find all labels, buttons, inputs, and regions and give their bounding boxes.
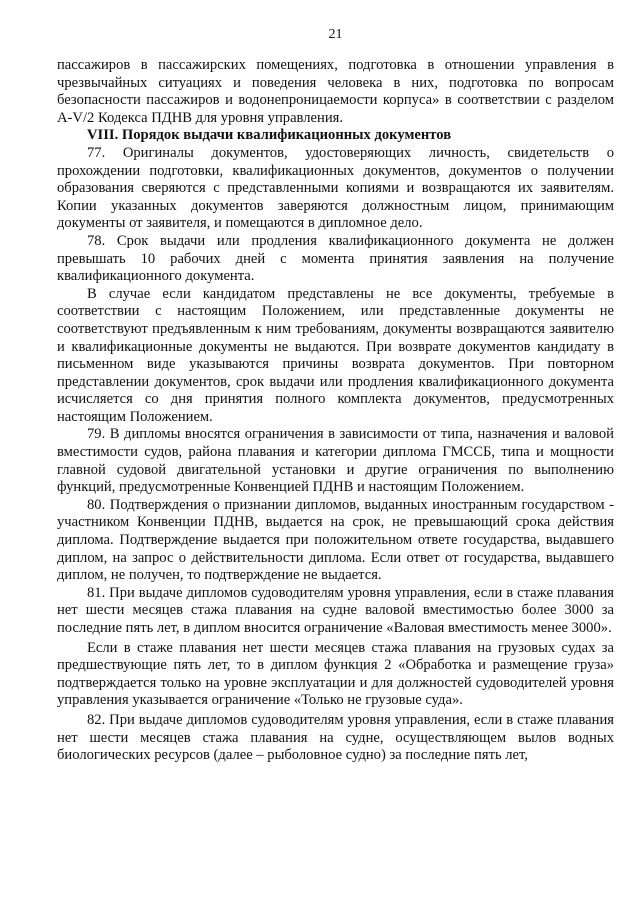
page-number: 21 [328,27,343,42]
paragraph-82: 82. При выдаче дипломов судоводителям уровня управления, если в стаже плавания нет шести месяцев стажа плавания на судне, осуществляющем вылов водных биологических ресурсов (далее – рыболовное судно) за последние пять лет, [57,711,614,764]
paragraph-78: 78. Срок выдачи или продления квалификационного документа не должен превышать 10 рабочих дней с момента принятия заявления на получение квалификационного документа. [57,232,614,285]
section-title: VIII. Порядок выдачи квалификационных документов [87,127,452,144]
paragraph-81: 81. При выдаче дипломов судоводителям уровня управления, если в стаже плавания нет шести месяцев стажа плавания на судне валовой вместимостью более 3000 за последние пять лет, в диплом вносится ограничение «Валовая вместимость менее 3000». [57,584,614,636]
paragraph-80: 80. Подтверждения о признании дипломов, выданных иностранным государством - участником Конвенции ПДНВ, выдается на срок, не превышающий срока действия диплома. Подтверждение выдается при положительном ответе государства, выдавшего диплом, на запрос о действительности диплома. Если ответ от государства, выдавшего диплом, не получен, то подтверждение не выдается. [57,496,614,584]
paragraph-77: 77. Оригиналы документов, удостоверяющих личность, свидетельств о прохождении подготовки, квалификационных документов, документов о получении образования сверяются с представленными копиями и возвращаются их заявителям. Копии указанных документов заверяются должностным лицом, принимающим документы от заявителя, и помещаются в дипломное дело. [57,144,614,232]
document-body [57,57,614,765]
intro-paragraph: пассажиров в пассажирских помещениях, подготовка в отношении управления в чрезвычайных ситуациях и поведения человека в них, подготовка по вопросам безопасности пассажиров и водонепроницаемости корпуса» в соответствии с разделом A-V/2 Кодекса ПДНВ для уровня управления. [57,57,614,126]
paragraph-81-continuation: Если в стаже плавания нет шести месяцев стажа плавания на грузовых судах за предшествующие пять лет, то в диплом функция 2 «Обработка и размещение груза» подтверждается только на уровне эксплуатации и для должностей судоводителей уровня управления указывается ограничение «Только не грузовые суда». [57,639,614,709]
paragraph-78-continuation: В случае если кандидатом представлены не все документы, требуемые в соответствии с настоящим Положением, или представленные документы не соответствуют предъявленным к ним требованиям, документы возвращаются заявителю и квалификационные документы не выдаются. При возврате документов кандидату в письменном виде указываются причины возврата документов. При повторном представлении документов, срок выдачи или продления квалификационного документа исчисляется со дня принятия полного комплекта документов, предусмотренных настоящим Положением. [57,285,614,425]
paragraph-79: 79. В дипломы вносятся ограничения в зависимости от типа, назначения и валовой вместимости судов, района плавания и категории диплома ГМССБ, типа и мощности главной судовой двигательной установки и другие ограничения по выполнению функций, предусмотренные Конвенцией ПДНВ и настоящим Положением. [57,426,614,496]
